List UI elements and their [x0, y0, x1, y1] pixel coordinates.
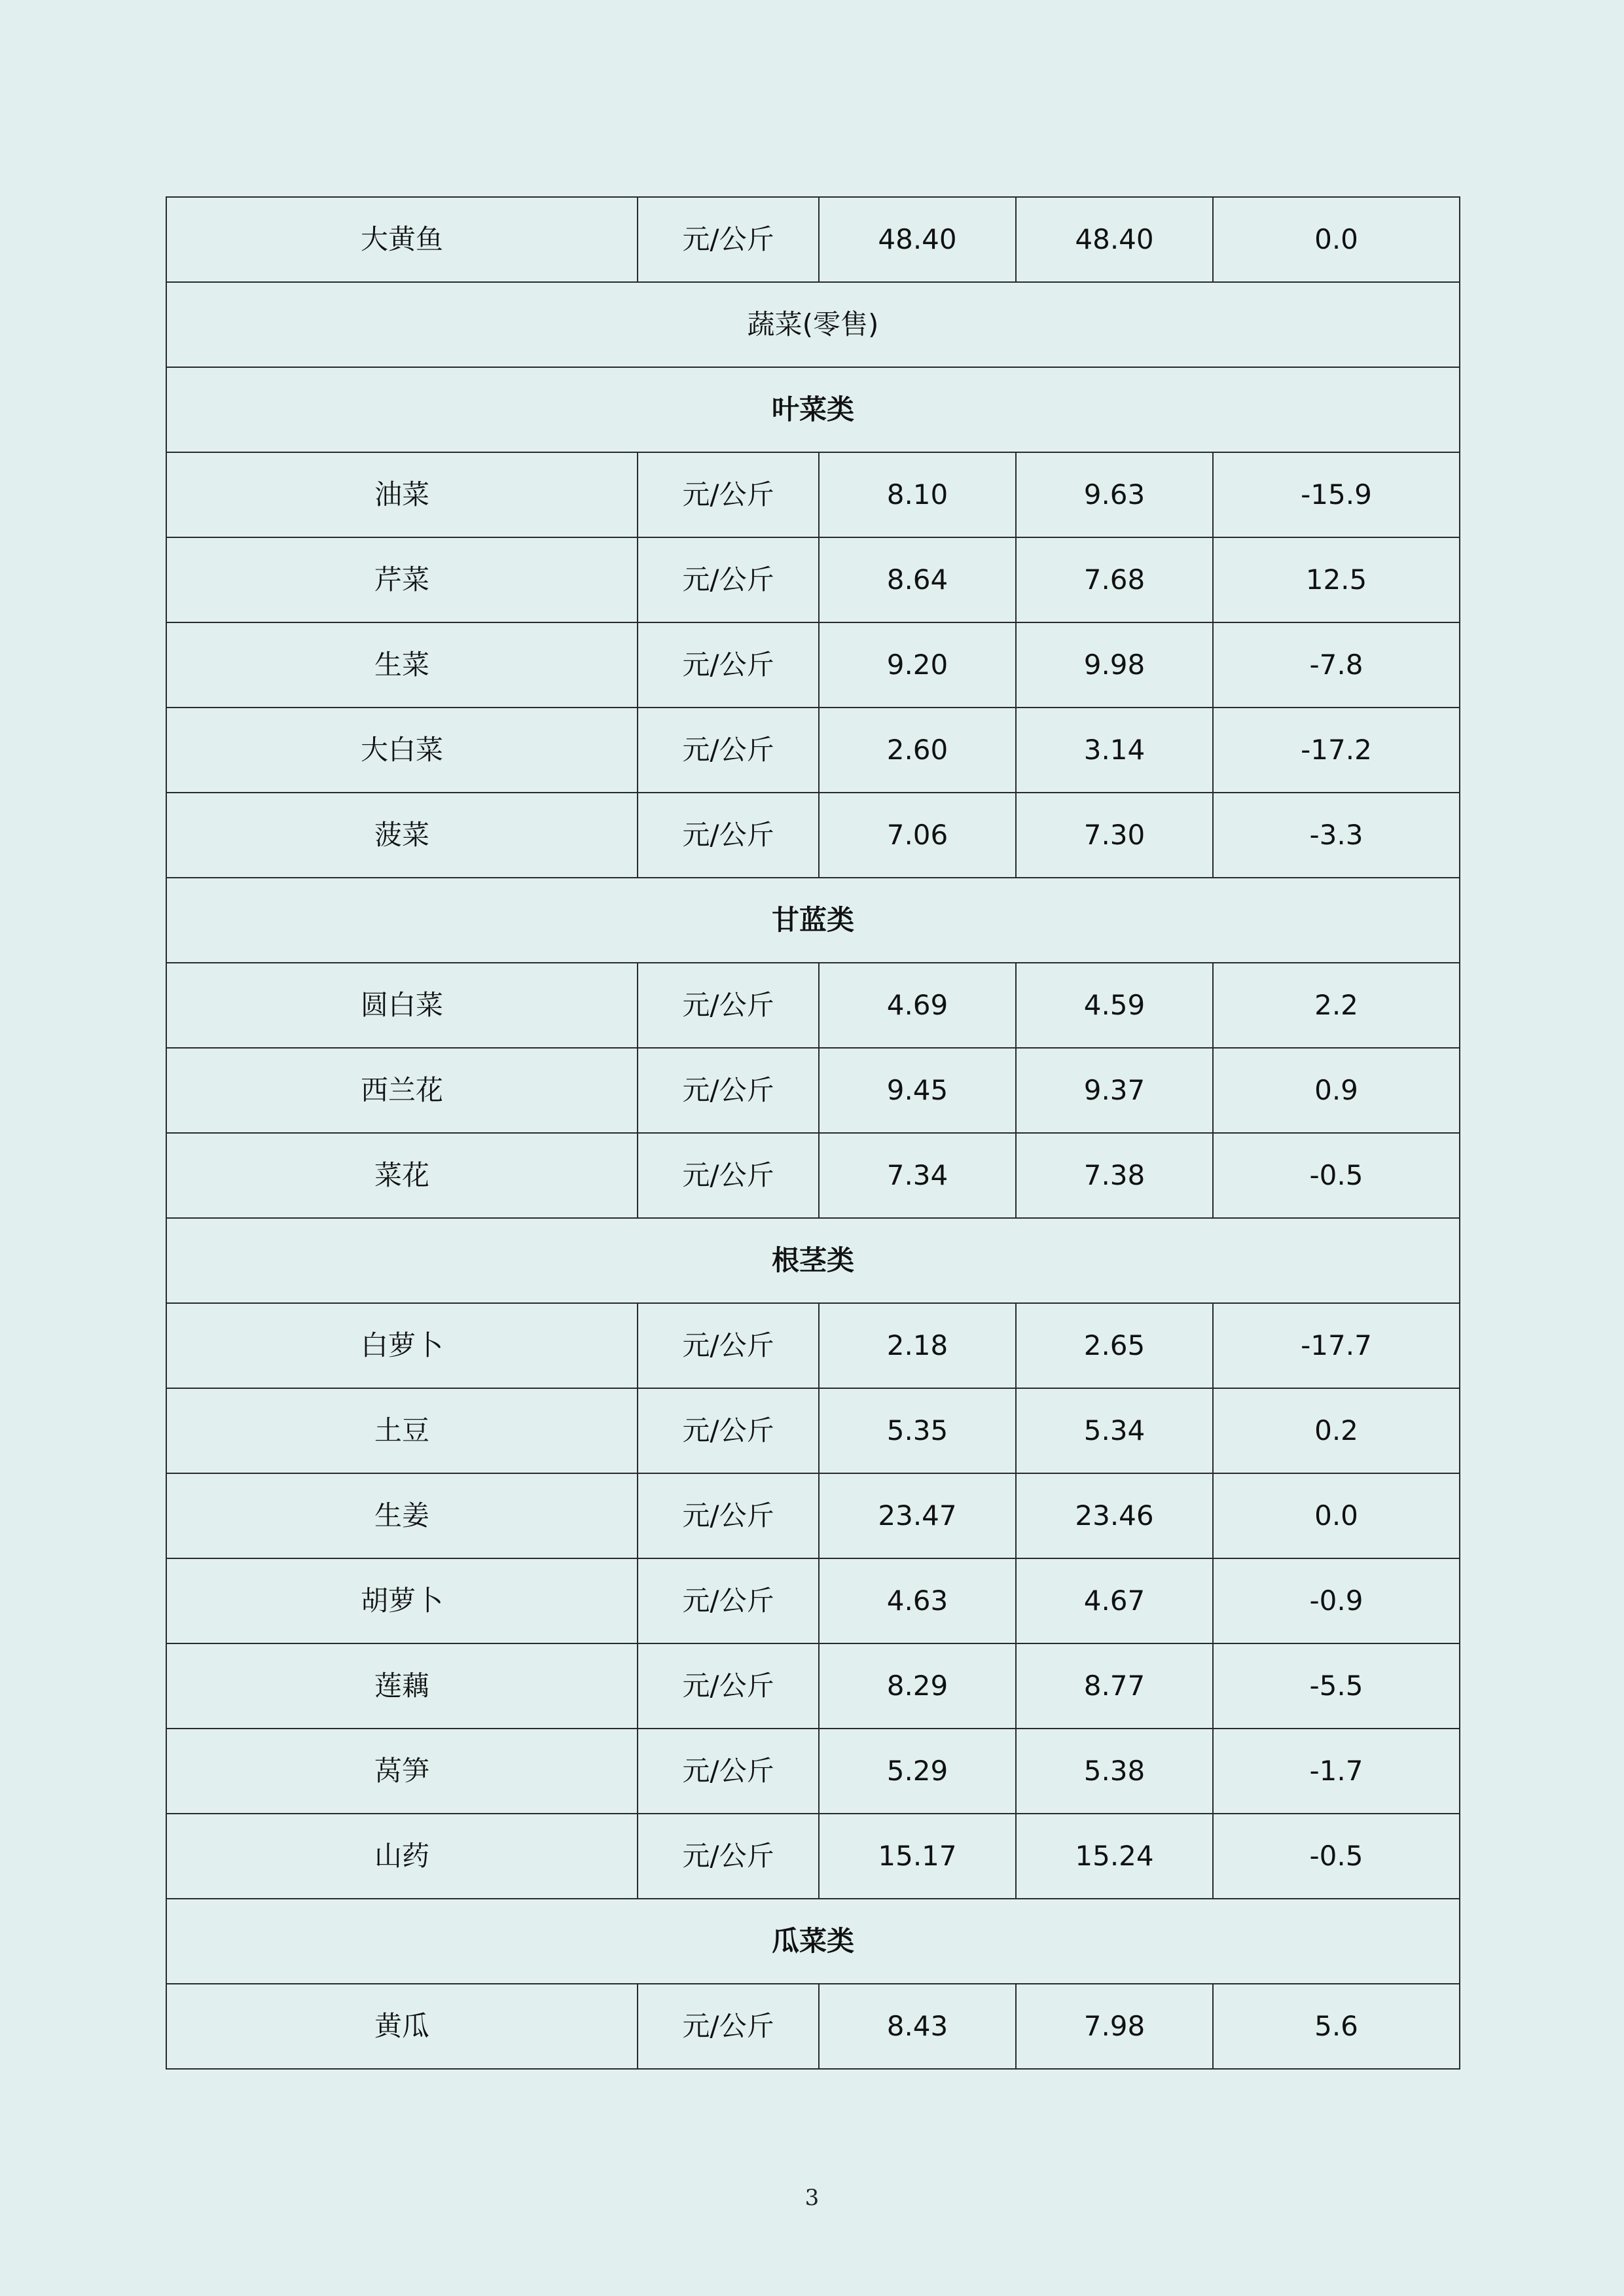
previous-price-cell: 4.67: [1016, 1558, 1213, 1643]
previous-price-cell: 7.68: [1016, 537, 1213, 622]
previous-price-cell: 15.24: [1016, 1814, 1213, 1899]
previous-price-cell: 8.77: [1016, 1643, 1213, 1729]
current-price-cell: 8.64: [819, 537, 1016, 622]
table-row: [166, 1814, 1460, 1899]
table-row: [166, 197, 1460, 282]
change-percent-cell: -3.3: [1213, 793, 1460, 878]
table-row: [166, 1558, 1460, 1643]
item-name-cell: 油菜: [166, 452, 638, 537]
previous-price-cell: 9.37: [1016, 1048, 1213, 1133]
current-price-cell: 5.29: [819, 1729, 1016, 1814]
previous-price-cell: 2.65: [1016, 1303, 1213, 1388]
item-name-cell: 菠菜: [166, 793, 638, 878]
table-row: [166, 1473, 1460, 1558]
item-name-cell: 胡萝卜: [166, 1558, 638, 1643]
previous-price-cell: 9.63: [1016, 452, 1213, 537]
unit-cell: 元/公斤: [638, 793, 819, 878]
change-percent-cell: -1.7: [1213, 1729, 1460, 1814]
current-price-cell: 15.17: [819, 1814, 1016, 1899]
category-header-row: [166, 367, 1460, 452]
table-row: [166, 622, 1460, 708]
previous-price-cell: 7.30: [1016, 793, 1213, 878]
table-row: [166, 1048, 1460, 1133]
previous-price-cell: 3.14: [1016, 708, 1213, 793]
table-row: [166, 1133, 1460, 1218]
price-table: [166, 196, 1460, 2070]
current-price-cell: 48.40: [819, 197, 1016, 282]
table-row: [166, 793, 1460, 878]
category-label: 甘蓝类: [166, 878, 1460, 963]
previous-price-cell: 5.34: [1016, 1388, 1213, 1473]
item-name-cell: 西兰花: [166, 1048, 638, 1133]
item-name-cell: 白萝卜: [166, 1303, 638, 1388]
current-price-cell: 7.06: [819, 793, 1016, 878]
previous-price-cell: 23.46: [1016, 1473, 1213, 1558]
item-name-cell: 菜花: [166, 1133, 638, 1218]
category-header-row: [166, 1899, 1460, 1984]
previous-price-cell: 5.38: [1016, 1729, 1213, 1814]
unit-cell: 元/公斤: [638, 708, 819, 793]
table-row: [166, 708, 1460, 793]
table-row: [166, 963, 1460, 1048]
current-price-cell: 9.45: [819, 1048, 1016, 1133]
current-price-cell: 23.47: [819, 1473, 1016, 1558]
unit-cell: 元/公斤: [638, 197, 819, 282]
item-name-cell: 大白菜: [166, 708, 638, 793]
table-row: [166, 1388, 1460, 1473]
unit-cell: 元/公斤: [638, 622, 819, 708]
table-body: [166, 197, 1460, 2069]
item-name-cell: 莴笋: [166, 1729, 638, 1814]
change-percent-cell: -17.2: [1213, 708, 1460, 793]
item-name-cell: 山药: [166, 1814, 638, 1899]
unit-cell: 元/公斤: [638, 963, 819, 1048]
previous-price-cell: 9.98: [1016, 622, 1213, 708]
previous-price-cell: 7.98: [1016, 1984, 1213, 2069]
previous-price-cell: 4.59: [1016, 963, 1213, 1048]
page-number: 3: [804, 2185, 820, 2211]
change-percent-cell: -17.7: [1213, 1303, 1460, 1388]
section-label: 蔬菜(零售): [166, 282, 1460, 367]
current-price-cell: 4.69: [819, 963, 1016, 1048]
previous-price-cell: 48.40: [1016, 197, 1213, 282]
current-price-cell: 5.35: [819, 1388, 1016, 1473]
change-percent-cell: 0.0: [1213, 197, 1460, 282]
change-percent-cell: -7.8: [1213, 622, 1460, 708]
unit-cell: 元/公斤: [638, 1814, 819, 1899]
table-row: [166, 1643, 1460, 1729]
current-price-cell: 7.34: [819, 1133, 1016, 1218]
section-header-row: [166, 282, 1460, 367]
change-percent-cell: -5.5: [1213, 1643, 1460, 1729]
unit-cell: 元/公斤: [638, 1643, 819, 1729]
change-percent-cell: 0.2: [1213, 1388, 1460, 1473]
change-percent-cell: -15.9: [1213, 452, 1460, 537]
unit-cell: 元/公斤: [638, 1303, 819, 1388]
item-name-cell: 大黄鱼: [166, 197, 638, 282]
unit-cell: 元/公斤: [638, 1133, 819, 1218]
current-price-cell: 8.10: [819, 452, 1016, 537]
table-row: [166, 1984, 1460, 2069]
current-price-cell: 8.43: [819, 1984, 1016, 2069]
category-label: 根茎类: [166, 1218, 1460, 1303]
unit-cell: 元/公斤: [638, 1558, 819, 1643]
current-price-cell: 9.20: [819, 622, 1016, 708]
change-percent-cell: -0.5: [1213, 1814, 1460, 1899]
item-name-cell: 生菜: [166, 622, 638, 708]
table-row: [166, 537, 1460, 622]
unit-cell: 元/公斤: [638, 1048, 819, 1133]
change-percent-cell: 2.2: [1213, 963, 1460, 1048]
item-name-cell: 莲藕: [166, 1643, 638, 1729]
table-row: [166, 1303, 1460, 1388]
unit-cell: 元/公斤: [638, 1729, 819, 1814]
change-percent-cell: 0.9: [1213, 1048, 1460, 1133]
item-name-cell: 芹菜: [166, 537, 638, 622]
item-name-cell: 生姜: [166, 1473, 638, 1558]
item-name-cell: 土豆: [166, 1388, 638, 1473]
unit-cell: 元/公斤: [638, 1388, 819, 1473]
change-percent-cell: 12.5: [1213, 537, 1460, 622]
current-price-cell: 8.29: [819, 1643, 1016, 1729]
item-name-cell: 圆白菜: [166, 963, 638, 1048]
unit-cell: 元/公斤: [638, 1473, 819, 1558]
change-percent-cell: -0.9: [1213, 1558, 1460, 1643]
change-percent-cell: -0.5: [1213, 1133, 1460, 1218]
category-header-row: [166, 878, 1460, 963]
unit-cell: 元/公斤: [638, 537, 819, 622]
previous-price-cell: 7.38: [1016, 1133, 1213, 1218]
change-percent-cell: 0.0: [1213, 1473, 1460, 1558]
category-label: 瓜菜类: [166, 1899, 1460, 1984]
unit-cell: 元/公斤: [638, 1984, 819, 2069]
item-name-cell: 黄瓜: [166, 1984, 638, 2069]
category-header-row: [166, 1218, 1460, 1303]
category-label: 叶菜类: [166, 367, 1460, 452]
unit-cell: 元/公斤: [638, 452, 819, 537]
current-price-cell: 4.63: [819, 1558, 1016, 1643]
current-price-cell: 2.18: [819, 1303, 1016, 1388]
table-row: [166, 452, 1460, 537]
current-price-cell: 2.60: [819, 708, 1016, 793]
table-row: [166, 1729, 1460, 1814]
change-percent-cell: 5.6: [1213, 1984, 1460, 2069]
